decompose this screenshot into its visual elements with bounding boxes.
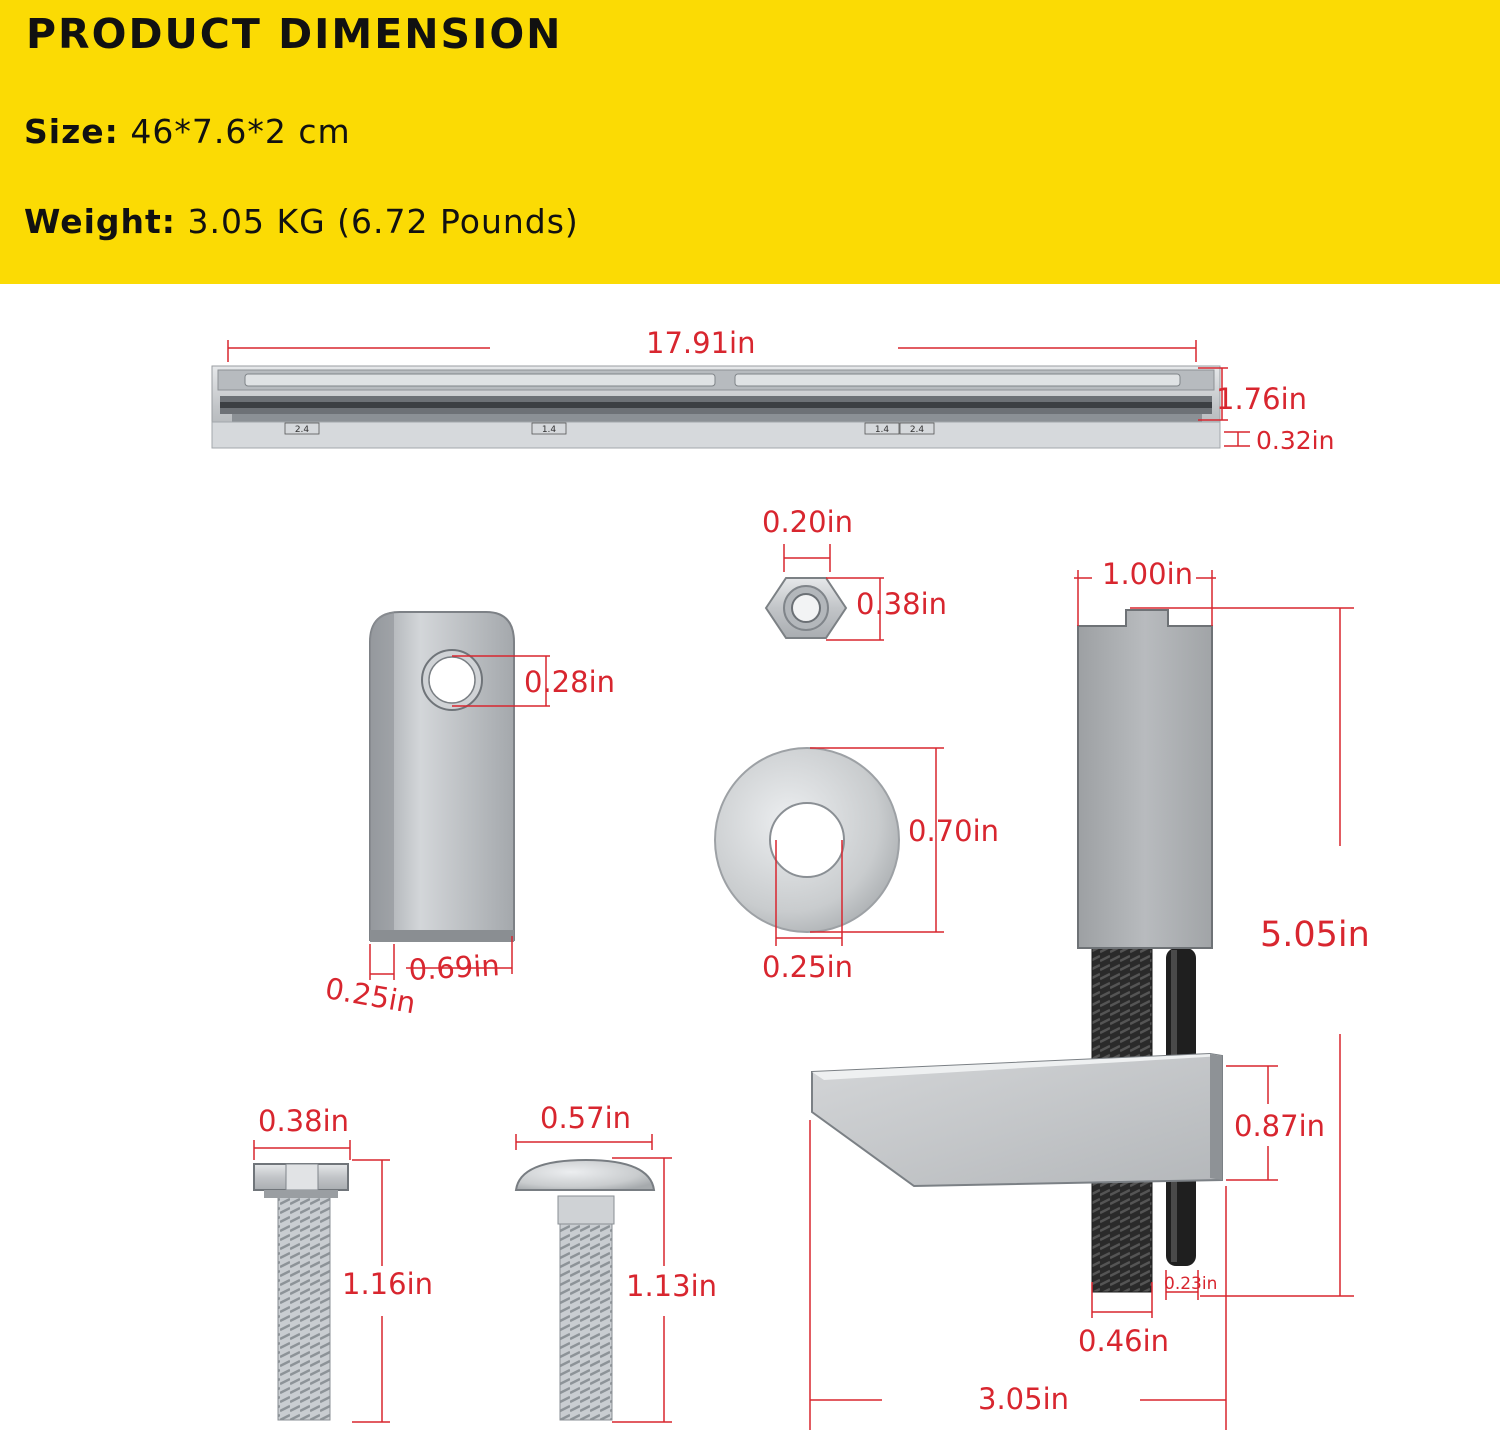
hex-bolt-shank xyxy=(278,1196,330,1420)
clamp-thread-upper xyxy=(1092,946,1152,1060)
lug-thickness-label: 0.25in xyxy=(322,971,419,1021)
dim-nut-thickness xyxy=(784,544,830,572)
nut-hole xyxy=(792,594,820,622)
rail-side-face xyxy=(212,422,1220,448)
clamp-foot-end xyxy=(1210,1054,1222,1180)
rail-lower-slot xyxy=(232,414,1202,422)
size-label: Size: xyxy=(24,112,119,151)
washer-hole xyxy=(770,803,844,877)
dim-hex-bolt-head xyxy=(254,1140,350,1160)
clamp-pin-label: 0.23in xyxy=(1164,1274,1218,1294)
carriage-bolt-neck xyxy=(558,1196,614,1224)
dim-carriage-bolt-head xyxy=(516,1134,652,1150)
weight-value: 3.05 KG (6.72 Pounds) xyxy=(187,202,579,241)
rail-groove-shadow xyxy=(220,402,1212,408)
hex-bolt-part xyxy=(254,1164,348,1420)
lug-edge xyxy=(370,612,394,940)
hex-bolt-head-label: 0.38in xyxy=(258,1104,350,1138)
rail-mark: 2.4 xyxy=(909,425,925,435)
clamp-thread-lower xyxy=(1092,1180,1152,1292)
page-title: PRODUCT DIMENSION xyxy=(26,10,563,58)
washer-outer-label: 0.70in xyxy=(908,814,1000,848)
carriage-bolt-length-label: 1.13in xyxy=(626,1269,718,1303)
rail-mark: 1.4 xyxy=(874,425,890,435)
hex-bolt-collar xyxy=(264,1190,338,1198)
hex-nut-part xyxy=(766,578,846,638)
rail-part xyxy=(212,366,1220,448)
lug-hole xyxy=(429,657,475,703)
carriage-bolt-head xyxy=(516,1160,654,1190)
lug-bottom xyxy=(370,930,514,942)
lug-width-label: 0.69in xyxy=(407,948,501,987)
rail-slot xyxy=(735,374,1180,386)
size-value: 46*7.6*2 cm xyxy=(130,112,351,151)
clamp-foot-height-label: 0.87in xyxy=(1234,1109,1326,1143)
carriage-bolt-head-label: 0.57in xyxy=(540,1101,632,1135)
washer-part xyxy=(715,748,899,932)
clamp-thread-label: 0.46in xyxy=(1078,1324,1170,1358)
carriage-bolt-shank xyxy=(560,1222,612,1420)
lug-plate-part xyxy=(370,612,514,942)
lug-hole-label: 0.28in xyxy=(524,665,616,699)
washer-inner-label: 0.25in xyxy=(762,950,854,984)
rail-mark: 1.4 xyxy=(541,425,557,435)
clamp-block-width-label: 1.00in xyxy=(1102,557,1194,591)
rail-length-label: 17.91in xyxy=(646,326,756,360)
hex-bolt-length-label: 1.16in xyxy=(342,1267,434,1301)
clamp-foot-length-label: 3.05in xyxy=(978,1382,1070,1416)
clamp-part xyxy=(812,610,1222,1292)
clamp-height-label: 5.05in xyxy=(1260,915,1370,955)
rail-height-label: 1.76in xyxy=(1216,382,1308,416)
dim-lug-thickness xyxy=(370,944,394,980)
nut-width-label: 0.38in xyxy=(856,587,948,621)
dim-rail-thickness xyxy=(1224,432,1250,446)
weight-label: Weight: xyxy=(24,202,177,241)
rail-thickness-label: 0.32in xyxy=(1256,426,1335,455)
clamp-block xyxy=(1078,610,1212,948)
rail-mark: 2.4 xyxy=(294,425,310,435)
hex-bolt-head-face xyxy=(286,1164,318,1190)
nut-thickness-label: 0.20in xyxy=(762,505,854,539)
rail-slot xyxy=(245,374,715,386)
